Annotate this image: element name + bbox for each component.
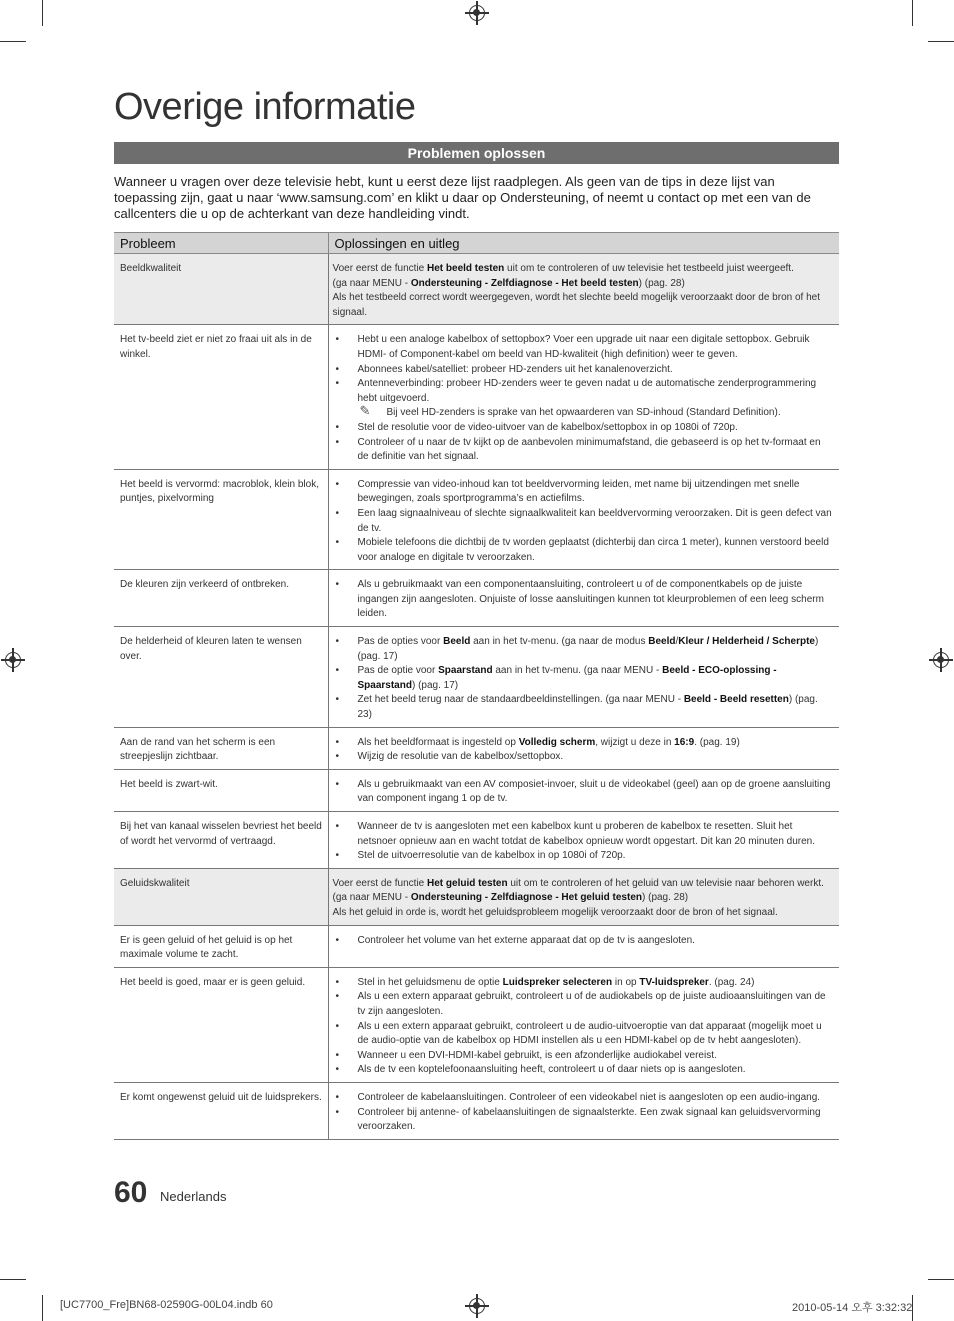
registration-mark-icon bbox=[5, 652, 21, 668]
problem-cell: Er is geen geluid of het geluid is op het maximale volume te zacht. bbox=[114, 925, 328, 967]
table-row bbox=[114, 570, 839, 627]
solution-cell: • Compressie van video-inhoud kan tot beeldvervorming leiden, met name bij uitzendingen met snelle bewegingen, zoals sportprogramma’s en actiefilms. • Een laag signaalniveau of slechte signaalkwaliteit kan beeldvervorming veroorzaken. Dit is geen defect van de tv. • Mobiele telefoons die dichtbij de tv worden geplaatst (dichterbij dan circa 1 meter), kunnen verstoord beeld voor analoge en digitale tv veroorzaken. bbox=[328, 469, 839, 570]
problem-cell: Er komt ongewenst geluid uit de luidsprekers. bbox=[114, 1082, 328, 1139]
table-row bbox=[114, 812, 839, 869]
table-row bbox=[114, 325, 839, 469]
problem-cell: Bij het van kanaal wisselen bevriest het beeld of wordt het vervormd of vertraagd. bbox=[114, 812, 328, 869]
solution-cell: • Als u gebruikmaakt van een AV composiet-invoer, sluit u de videokabel (geel) aan op de groene aansluiting van component ingang 1 op de tv. bbox=[328, 769, 839, 811]
crop-mark bbox=[928, 1279, 954, 1280]
intro-paragraph: Wanneer u vragen over deze televisie hebt, kunt u eerst deze lijst raadplegen. Als geen van de tips in deze lijst van toepassing zijn, gaat u naar ‘www.samsung.com’ en klikt u daar op Ondersteuning, of neemt u contact op met een van de callcenters die u op de achterkant van deze handleiding vindt. bbox=[114, 174, 811, 221]
column-header-problem: Probleem bbox=[114, 233, 328, 254]
solution-cell: • Als u gebruikmaakt van een componentaansluiting, controleert u of de componentkabels op de juiste ingangen zijn aangesloten. Onjuiste of losse aansluitingen kunnen tot kleurproblemen of een leeg scherm leiden. bbox=[328, 570, 839, 627]
solution-cell: Voer eerst de functie Het beeld testen uit om te controleren of uw televisie het testbeeld juist weergeeft. (ga naar MENU - Ondersteuning - Zelfdiagnose - Het beeld testen) (pag. 28) Als het testbeeld correct wordt weergegeven, wordt het slechte beeld mogelijk veroorzaakt door de bron of het signaal. bbox=[328, 254, 839, 325]
crop-mark bbox=[912, 0, 913, 26]
problem-cell: Beeldkwaliteit bbox=[114, 254, 328, 325]
solution-cell: • Controleer de kabelaansluitingen. Controleer of een videokabel niet is aangesloten op een audio-ingang. • Controleer bij antenne- of kabelaansluitingen de signaalsterkte. Een zwak signaal kan geluidsvervorming veroorzaken. bbox=[328, 1082, 839, 1139]
solution-cell: • Hebt u een analoge kabelbox of settopbox? Voer een upgrade uit naar een digitale settopbox. Gebruik HDMI- of Component-kabel om beeld van HD-kwaliteit (high definition) weer te geven. • Abonnees kabel/satelliet: probeer HD-zenders uit het kanalenoverzicht. • Antenneverbinding: probeer HD-zenders weer te geven nadat u de automatische zenderprogrammering hebt uitgevoerd. ✎ Bij veel HD-zenders is sprake van het opwaarderen van SD-inhoud (Standard Definition). • Stel de resolutie voor de video-uitvoer van de kabelbox/settopbox in op 1080i of 720p. • Controleer of u naar de tv kijkt op de aanbevolen minimumafstand, die gebaseerd is op het tv-formaat en de definitie van het signaal. bbox=[328, 325, 839, 469]
table-row bbox=[114, 967, 839, 1082]
problem-cell: Aan de rand van het scherm is een streepjeslijn zichtbaar. bbox=[114, 727, 328, 769]
crop-mark bbox=[42, 1295, 43, 1321]
solution-cell: • Wanneer de tv is aangesloten met een kabelbox kunt u proberen de kabelbox te resetten. Sluit het netsnoer opnieuw aan en wacht totdat de kabelbox opnieuw wordt opgestart. Dit kan 20 minuten duren. • Stel de uitvoerresolutie van de kabelbox in op 1080i of 720p. bbox=[328, 812, 839, 869]
page-title: Overige informatie bbox=[114, 86, 416, 128]
problem-cell: De kleuren zijn verkeerd of ontbreken. bbox=[114, 570, 328, 627]
table-header-row bbox=[114, 233, 839, 254]
crop-mark bbox=[0, 1279, 26, 1280]
table-row bbox=[114, 868, 839, 925]
solution-cell: • Stel in het geluidsmenu de optie Luidspreker selecteren in op TV-luidspreker. (pag. 24) • Als u een extern apparaat gebruikt, controleert u of de audiokabels op de juiste audioaansluitingen van de tv zijn aangesloten. • Als u een extern apparaat gebruikt, controleert u de audio-uitvoeroptie van dat apparaat (mogelijk moet u de audio-optie van de kabelbox op HDMI instellen als u een HDMI-kabel op de tv hebt aangesloten). • Wanneer u een DVI-HDMI-kabel gebruikt, is een afzonderlijke audiokabel vereist. • Als de tv een koptelefoonaansluiting heeft, controleert u of daar niets op is aangesloten. bbox=[328, 967, 839, 1082]
note-pencil-icon: ✎ bbox=[359, 403, 371, 419]
problem-cell: Het beeld is goed, maar er is geen geluid. bbox=[114, 967, 328, 1082]
problem-cell: Geluidskwaliteit bbox=[114, 868, 328, 925]
problem-cell: De helderheid of kleuren laten te wensen over. bbox=[114, 627, 328, 728]
registration-mark-icon bbox=[469, 1298, 485, 1314]
registration-mark-icon bbox=[469, 5, 485, 21]
table-row bbox=[114, 254, 839, 325]
footer-date: 2010-05-14 오후 3:32:32 bbox=[792, 1302, 913, 1314]
page-number: 60 bbox=[114, 1176, 148, 1209]
column-header-solutions: Oplossingen en uitleg bbox=[328, 233, 839, 254]
page-language: Nederlands bbox=[160, 1189, 227, 1204]
section-title: Problemen oplossen bbox=[114, 142, 839, 164]
table-row bbox=[114, 769, 839, 811]
problem-cell: Het beeld is vervormd: macroblok, klein blok, puntjes, pixelvorming bbox=[114, 469, 328, 570]
crop-mark bbox=[928, 41, 954, 42]
table-row bbox=[114, 727, 839, 769]
crop-mark bbox=[0, 41, 26, 42]
problem-cell: Het beeld is zwart-wit. bbox=[114, 769, 328, 811]
table-row bbox=[114, 627, 839, 728]
troubleshooting-table bbox=[114, 232, 839, 1140]
solution-cell: • Als het beeldformaat is ingesteld op Volledig scherm, wijzigt u deze in 16:9. (pag. 19) • Wijzig de resolutie van de kabelbox/settopbox. bbox=[328, 727, 839, 769]
crop-mark bbox=[42, 0, 43, 26]
table-row bbox=[114, 925, 839, 967]
problem-cell: Het tv-beeld ziet er niet zo fraai uit als in de winkel. bbox=[114, 325, 328, 469]
footer-file-info: [UC7700_Fre]BN68-02590G-00L04.indb 60 bbox=[60, 1299, 273, 1311]
registration-mark-icon bbox=[933, 652, 949, 668]
table-row bbox=[114, 469, 839, 570]
solution-cell: Voer eerst de functie Het geluid testen uit om te controleren of het geluid van uw televisie naar behoren werkt. (ga naar MENU - Ondersteuning - Zelfdiagnose - Het geluid testen) (pag. 28) Als het geluid in orde is, wordt het geluidsprobleem mogelijk veroorzaakt door de bron of het signaal. bbox=[328, 868, 839, 925]
solution-cell: • Pas de opties voor Beeld aan in het tv-menu. (ga naar de modus Beeld/Kleur / Helderheid / Scherpte) (pag. 17) • Pas de optie voor Spaarstand aan in het tv-menu. (ga naar MENU - Beeld - ECO-oplossing - Spaarstand) (pag. 17) • Zet het beeld terug naar de standaardbeeldinstellingen. (ga naar MENU - Beeld - Beeld resetten) (pag. 23) bbox=[328, 627, 839, 728]
table-row bbox=[114, 1082, 839, 1139]
note-text: ✎ Bij veel HD-zenders is sprake van het opwaarderen van SD-inhoud (Standard Definition). bbox=[359, 403, 781, 419]
solution-cell: • Controleer het volume van het externe apparaat dat op de tv is aangesloten. bbox=[328, 925, 839, 967]
